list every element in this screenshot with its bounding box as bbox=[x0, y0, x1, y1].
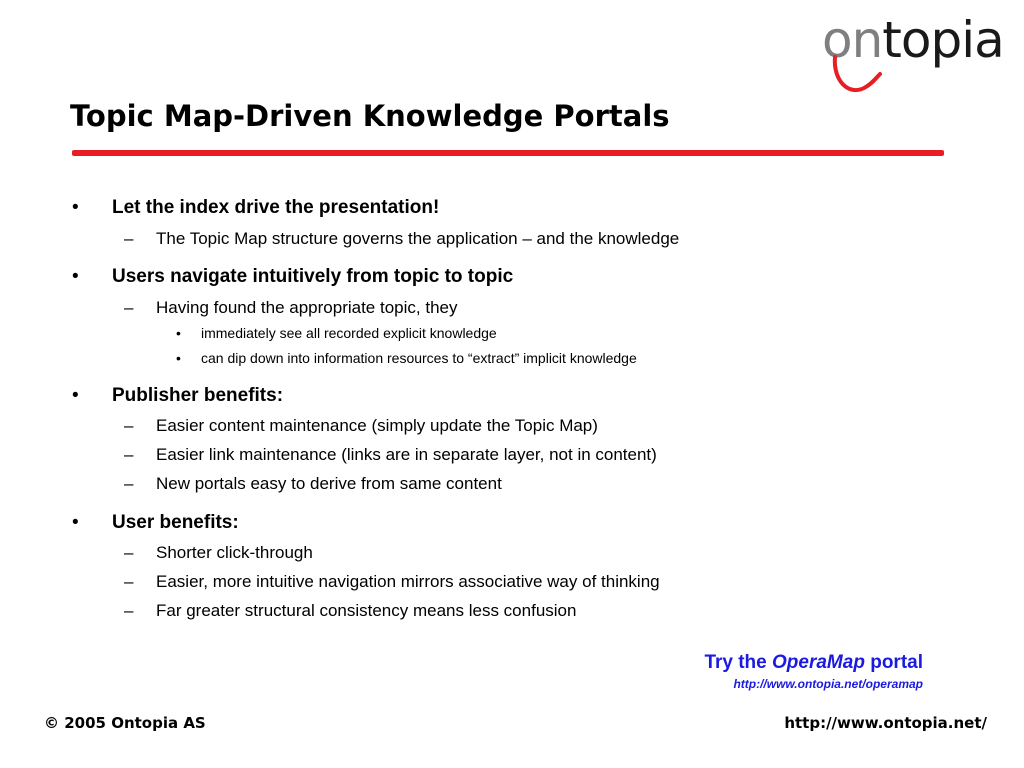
bullet-1-sub-1-text: The Topic Map structure governs the application – and the knowledge bbox=[156, 229, 680, 248]
bullet-2-text: Users navigate intuitively from topic to topic bbox=[112, 266, 514, 287]
bullet-2-sub-1-item-1-text: immediately see all recorded explicit knowledge bbox=[201, 325, 497, 341]
try-suffix: portal bbox=[864, 652, 923, 673]
bullet-2-sub-1-item-2-text: can dip down into information resources to “extract” implicit knowledge bbox=[201, 350, 637, 366]
logo-wordmark-topia: topia bbox=[882, 11, 1004, 69]
dash-marker: – bbox=[124, 229, 134, 248]
bullet-3-sub-2-text: Easier link maintenance (links are in separate layer, not in content) bbox=[156, 445, 657, 464]
bullet-3-sub-3-text: New portals easy to derive from same content bbox=[156, 474, 502, 493]
dash-marker: – bbox=[124, 601, 134, 620]
dash-marker: – bbox=[124, 474, 134, 493]
bullet-marker: • bbox=[72, 266, 79, 287]
page-title: Topic Map-Driven Knowledge Portals bbox=[70, 99, 670, 133]
dash-marker: – bbox=[124, 572, 134, 591]
try-operamap-heading bbox=[704, 650, 923, 676]
bullet-2-sub-1-text: Having found the appropriate topic, they bbox=[156, 298, 458, 317]
bullet-1-text: Let the index drive the presentation! bbox=[112, 197, 440, 218]
bullet-4-sub-1-text: Shorter click-through bbox=[156, 543, 313, 562]
operamap-link[interactable]: http://www.ontopia.net/operamap bbox=[733, 677, 923, 691]
small-bullet-marker: • bbox=[176, 350, 181, 366]
bullet-4-sub-2-text: Easier, more intuitive navigation mirrors associative way of thinking bbox=[156, 572, 660, 591]
bullet-marker: • bbox=[72, 385, 79, 406]
dash-marker: – bbox=[124, 445, 134, 464]
logo-wordmark-on: on bbox=[822, 11, 883, 69]
bullet-marker: • bbox=[72, 197, 79, 218]
try-operamap-callout bbox=[704, 650, 923, 692]
dash-marker: – bbox=[124, 298, 134, 317]
small-bullet-marker: • bbox=[176, 325, 181, 341]
operamap-name: OperaMap bbox=[772, 652, 865, 673]
dash-marker: – bbox=[124, 543, 134, 562]
bullet-4-sub-3-text: Far greater structural consistency means less confusion bbox=[156, 601, 577, 620]
footer-copyright: © 2005 Ontopia AS bbox=[44, 714, 206, 732]
try-prefix: Try the bbox=[704, 652, 773, 673]
bullet-4-text: User benefits: bbox=[112, 512, 239, 533]
dash-marker: – bbox=[124, 416, 134, 435]
bullet-3-sub-1-text: Easier content maintenance (simply update the Topic Map) bbox=[156, 416, 598, 435]
bullet-marker: • bbox=[72, 512, 79, 533]
bullet-3-text: Publisher benefits: bbox=[112, 385, 284, 406]
footer-website-link[interactable]: http://www.ontopia.net/ bbox=[784, 714, 987, 732]
